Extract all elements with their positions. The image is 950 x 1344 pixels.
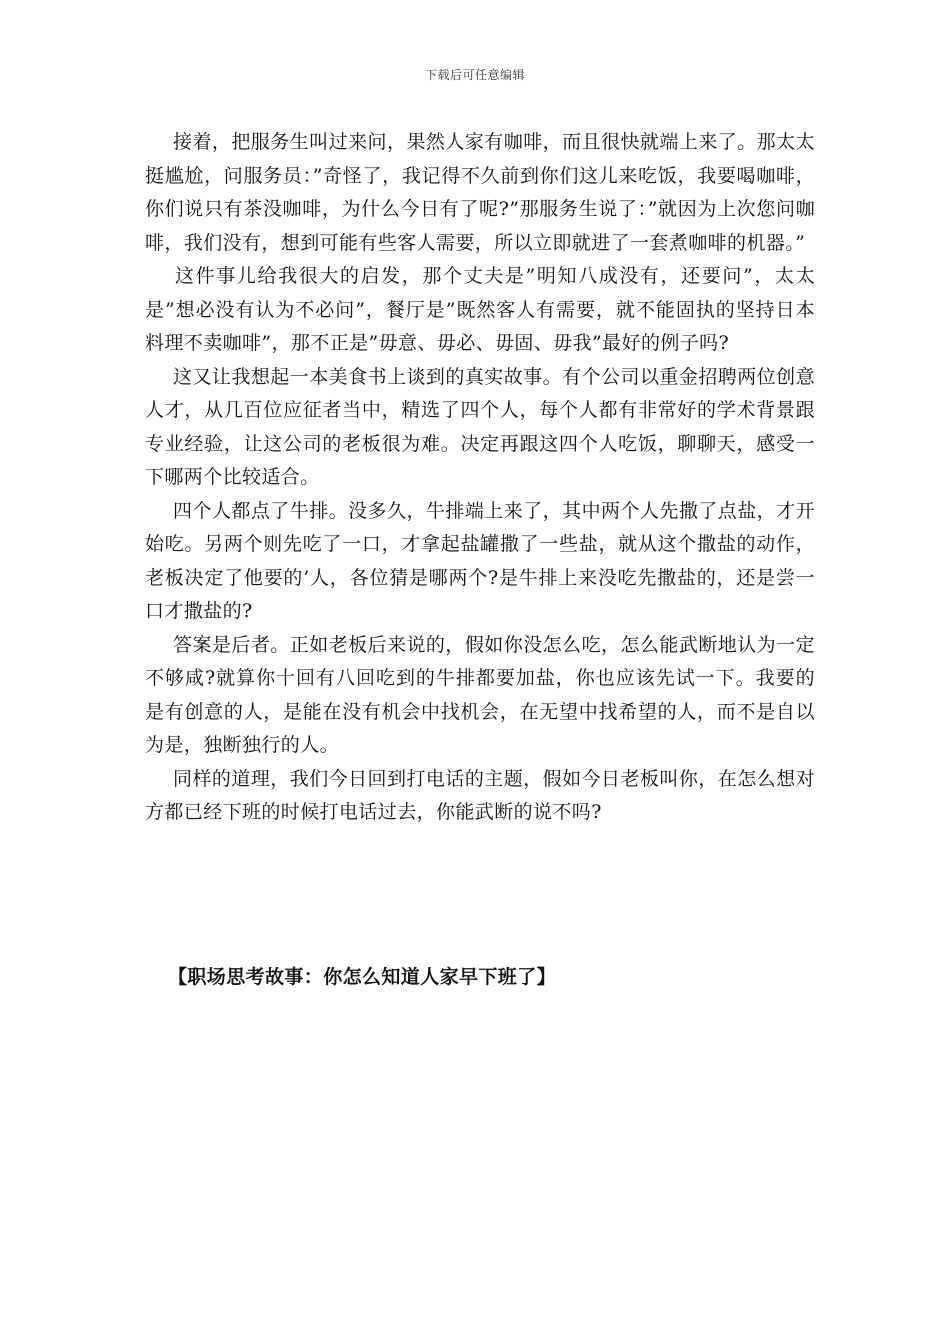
paragraph-recruitment-story: 这又让我想起一本美食书上谈到的真实故事。有个公司以重金招聘两位创意人才，从几百位应征者当中，精选了四个人，每个人都有非常好的学术背景跟专业经验，让这公司的老板很为难。决定再跟这四个人吃饭，聊聊天，感受一下哪两个比较适合。 (145, 365, 815, 488)
paragraph-inspiration: 这件事儿给我很大的启发，那个丈夫是”明知八成没有，还要问”，太太是”想必没有认为不必问”，餐厅是”既然客人有需要，就不能固执的坚持日本料理不卖咖啡”，那不正是”毋意、毋必、毋固、毋我”最好的例子吗? (145, 265, 815, 354)
paragraph-steak-salt: 四个人都点了牛排。没多久，牛排端上来了，其中两个人先撒了点盐，才开始吃。另两个则先吃了一口，才拿起盐罐撒了一些盐，就从这个撒盐的动作，老板决定了他要的’人，各位猜是哪两个?是牛排上来没吃先撒盐的，还是尝一口才撒盐的? (145, 499, 815, 622)
article-body (145, 126, 815, 830)
story-title: 【职场思考故事：你怎么知道人家早下班了】 (168, 966, 557, 988)
page-header-note: 下载后可任意编辑 (424, 68, 525, 82)
paragraph-answer: 答案是后者。正如老板后来说的，假如你没怎么吃，怎么能武断地认为一定不够咸?就算你十回有八回吃到的牛排都要加盐，你也应该先试一下。我要的是有创意的人，是能在没有机会中找机会，在无望中找希望的人，而不是自以为是，独断独行的人。 (145, 633, 815, 756)
paragraph-coffee-story: 接着，把服务生叫过来问，果然人家有咖啡，而且很快就端上来了。那太太挺尴尬，问服务员：”奇怪了，我记得不久前到你们这儿来吃饭，我要喝咖啡，你们说只有茶没咖啡，为什么今日有了呢?”那服务生说了：”就因为上次您问咖啡，我们没有，想到可能有些客人需要，所以立即就进了一套煮咖啡的机器。” (145, 131, 815, 254)
paragraph-phone-call: 同样的道理，我们今日回到打电话的主题，假如今日老板叫你，在怎么想对方都已经下班的时候打电话过去，你能武断的说不吗? (145, 767, 815, 823)
